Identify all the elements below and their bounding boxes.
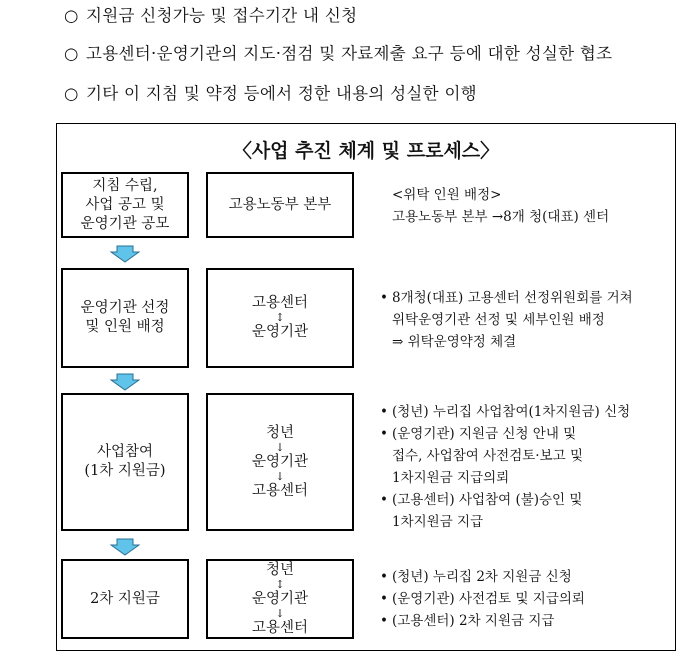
down-arrow-small-icon: ↓ — [275, 469, 285, 483]
desc-bullet: • — [380, 290, 388, 306]
desc-item — [380, 588, 585, 610]
down-arrow-small-icon: ↕ — [275, 577, 285, 591]
actor-label: 청년 — [265, 561, 294, 578]
desc-bullet — [380, 511, 392, 533]
actor-label: 청년 — [265, 424, 294, 441]
desc-text: 1차지원금 지급의뢰 — [392, 470, 510, 486]
actor-label: 고용센터 — [251, 295, 309, 311]
desc-text: (고용센터) 사업참여 (불)승인 및 — [392, 492, 583, 508]
desc-item — [380, 610, 585, 632]
actor-box-3 — [206, 393, 354, 531]
desc-text: ⇒ 위탁운영약정 체결 — [392, 334, 517, 350]
stage-box-2 — [61, 268, 189, 368]
stage-box-3 — [61, 393, 189, 531]
bullet-mark: ○ — [64, 6, 79, 25]
step-desc-2 — [380, 287, 633, 353]
stage-line: 사업 공고 및 — [85, 196, 165, 213]
stage-line: 운영기관 공모 — [80, 215, 170, 232]
desc-bullet — [380, 309, 392, 331]
desc-item — [380, 445, 630, 467]
down-arrow-small-icon: ↓ — [275, 606, 285, 620]
step-desc-3 — [380, 401, 630, 533]
desc-text: <위탁 인원 배정> — [392, 187, 502, 203]
desc-bullet: • — [380, 426, 388, 442]
bullet-line-3 — [64, 80, 477, 104]
desc-text: (청년) 누리집 사업참여(1차지원금) 신청 — [392, 404, 631, 420]
actor-label: 고용센터 — [251, 482, 309, 499]
desc-item — [380, 467, 630, 489]
stage-line: (1차 지원금) — [84, 463, 166, 479]
stage-box-4 — [61, 559, 189, 639]
actor-label: 운영기관 — [251, 590, 309, 607]
desc-text: (청년) 누리집 2차 지원금 신청 — [392, 569, 572, 585]
desc-text: 고용노동부 본부 →8개 청(대표) 센터 — [392, 209, 610, 225]
desc-item — [380, 331, 633, 353]
actor-label: 운영기관 — [251, 324, 309, 340]
desc-item — [380, 489, 630, 511]
desc-bullet: • — [380, 569, 388, 585]
step-desc-1 — [380, 184, 609, 228]
actor-box-1 — [206, 172, 354, 238]
desc-item — [380, 206, 609, 228]
desc-text: 접수, 사업참여 사전검토·보고 및 — [392, 448, 583, 464]
stage-line: 및 인원 배정 — [85, 319, 165, 335]
bullet-line-1 — [64, 2, 357, 26]
desc-bullet — [380, 467, 392, 489]
desc-item — [380, 287, 633, 309]
desc-bullet — [380, 445, 392, 467]
desc-text: (운영기관) 사전검토 및 지급의뢰 — [392, 591, 585, 607]
stage-line: 운영기관 선정 — [80, 300, 170, 316]
desc-bullet: • — [380, 591, 388, 607]
down-arrow-icon — [110, 245, 140, 263]
desc-text: (운영기관) 지원금 신청 안내 및 — [392, 426, 577, 442]
desc-item — [380, 401, 630, 423]
stage-line: 지침 수립, — [92, 177, 158, 194]
bullet-line-2 — [64, 40, 612, 64]
bullet-text: 기타 이 지침 및 약정 등에서 정한 내용의 성실한 이행 — [86, 84, 477, 103]
actor-box-4 — [206, 559, 354, 639]
desc-item — [380, 184, 609, 206]
actor-box-2 — [206, 268, 354, 368]
desc-bullet: • — [380, 613, 388, 629]
desc-item — [380, 566, 585, 588]
diagram-title: 〈사업 추진 체계 및 프로세스〉 — [232, 140, 500, 162]
stage-line: 2차 지원금 — [90, 590, 160, 607]
bullet-mark: ○ — [64, 84, 79, 103]
desc-bullet: • — [380, 404, 388, 420]
desc-text: 1차지원금 지급 — [392, 514, 484, 530]
actor-label: 운영기관 — [251, 453, 309, 470]
desc-bullet — [380, 184, 392, 206]
down-arrow-small-icon: ↓ — [275, 440, 285, 454]
desc-bullet: • — [380, 492, 388, 508]
actor-label: 고용센터 — [251, 619, 309, 636]
actor-label: 고용노동부 본부 — [228, 196, 332, 213]
up-down-arrow-icon: ↕ — [275, 311, 285, 324]
bullet-text: 고용센터·운영기관의 지도·점검 및 자료제출 요구 등에 대한 성실한 협조 — [86, 44, 613, 63]
stage-line: 사업참여 — [96, 444, 154, 460]
down-arrow-icon — [110, 538, 140, 556]
desc-item — [380, 309, 633, 331]
bullet-mark: ○ — [64, 44, 79, 63]
desc-text: 위탁운영기관 선정 및 세부인원 배정 — [392, 312, 605, 328]
bullet-text: 지원금 신청가능 및 접수기간 내 신청 — [86, 6, 358, 25]
stage-box-1 — [61, 172, 189, 238]
desc-text: 8개청(대표) 고용센터 선정위원회를 거쳐 — [392, 290, 633, 306]
desc-item — [380, 511, 630, 533]
desc-item — [380, 423, 630, 445]
desc-bullet — [380, 331, 392, 353]
step-desc-4 — [380, 566, 585, 632]
desc-bullet — [380, 206, 392, 228]
desc-text: (고용센터) 2차 지원금 지급 — [392, 613, 555, 629]
down-arrow-icon — [110, 373, 140, 391]
